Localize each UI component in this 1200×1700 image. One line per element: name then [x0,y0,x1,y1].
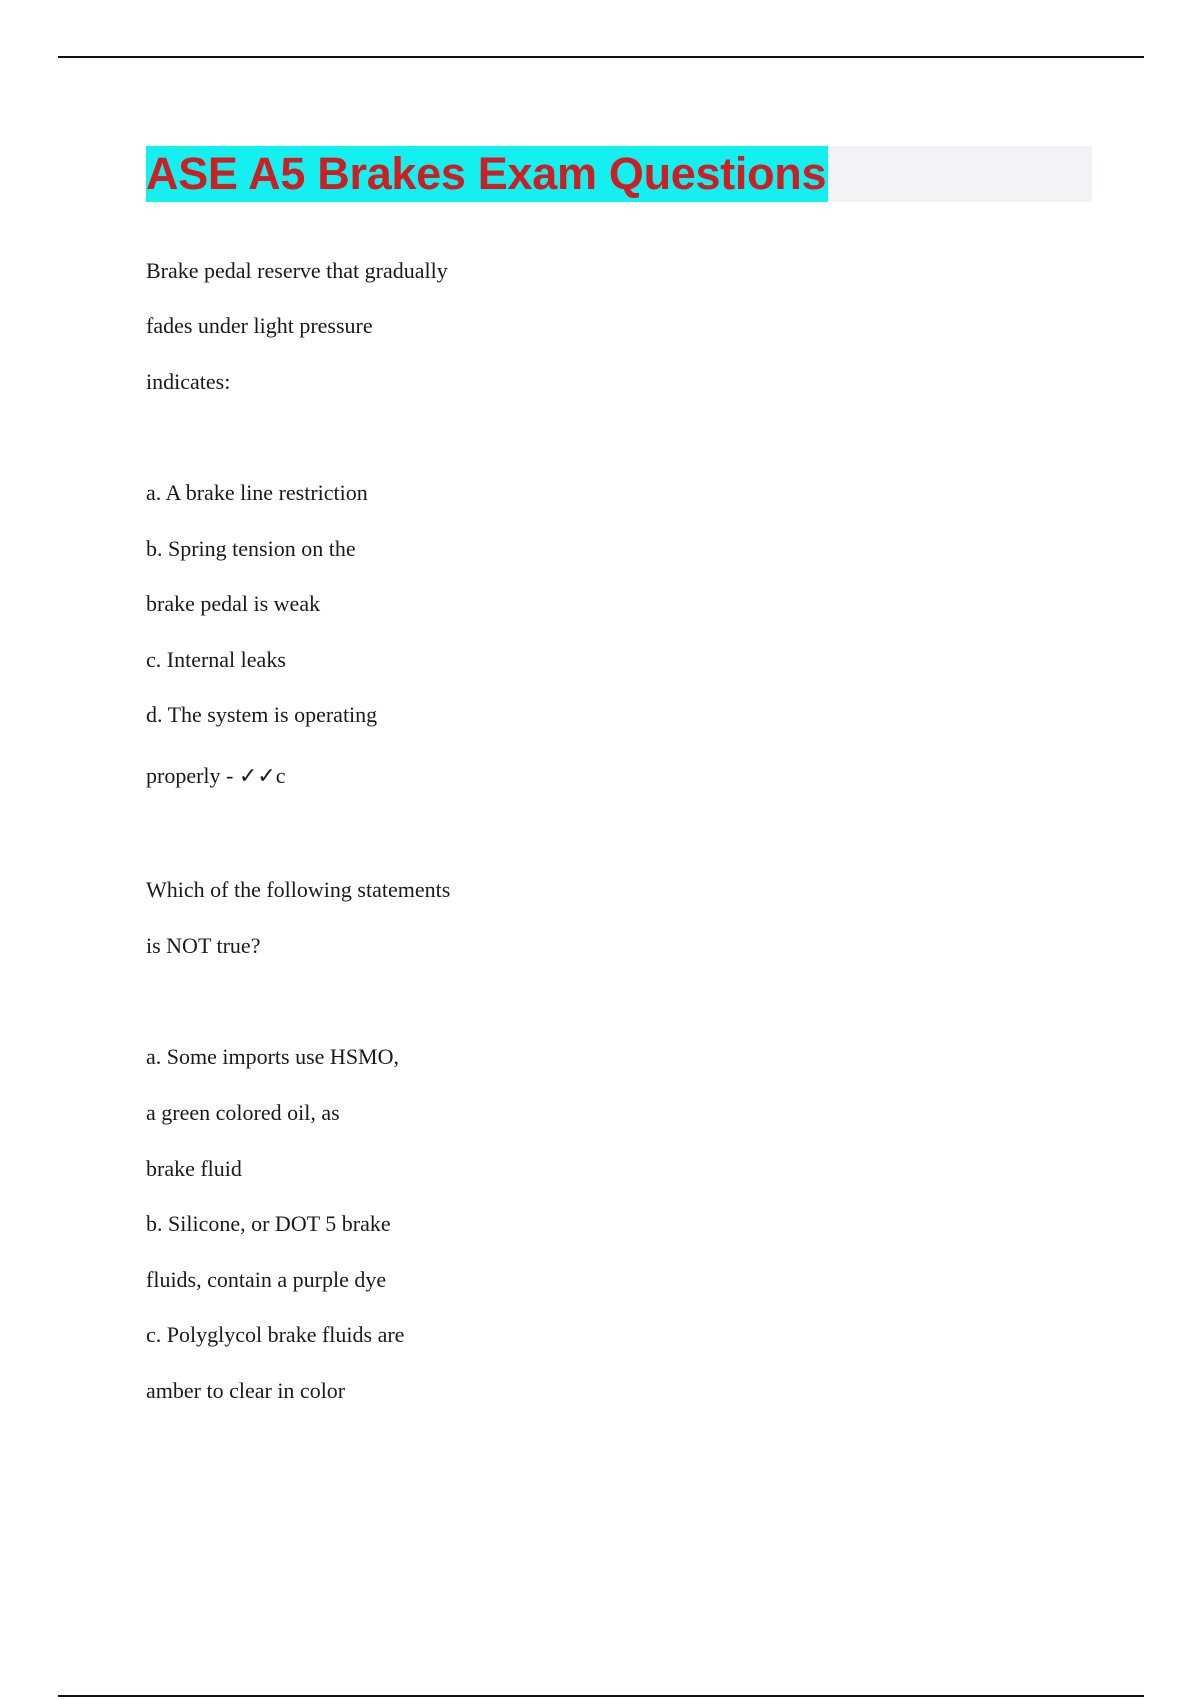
question-2-option-a-line-3: brake fluid [146,1156,242,1181]
document-title: ASE A5 Brakes Exam Questions [146,146,828,202]
question-2-option-b-line-1: b. Silicone, or DOT 5 brake [146,1211,391,1236]
check-mark-icon: ✓✓ [238,764,276,789]
header-rule [58,56,1144,58]
question-1-option-b-line-2: brake pedal is weak [146,591,321,616]
question-1-option-a: a. A brake line restriction [146,480,368,505]
question-1-option-c: c. Internal leaks [146,647,286,672]
question-2-option-a-line-1: a. Some imports use HSMO, [146,1044,399,1069]
answer-letter: c [275,763,286,788]
answer-prefix: properly - [146,763,239,788]
question-1-line-1: Brake pedal reserve that gradually [146,258,448,283]
question-2-option-c-line-1: c. Polyglycol brake fluids are [146,1322,405,1347]
question-2-option-c-line-2: amber to clear in color [146,1378,346,1403]
question-2-option-a-line-2: a green colored oil, as [146,1100,340,1125]
footer-rule [58,1695,1144,1697]
question-2-line-1: Which of the following statements [146,877,451,902]
question-2-option-b-line-2: fluids, contain a purple dye [146,1267,387,1292]
question-1-line-3: indicates: [146,369,231,394]
question-1-line-2: fades under light pressure [146,313,373,338]
question-2-line-2: is NOT true? [146,933,261,958]
question-1-option-b-line-1: b. Spring tension on the [146,536,356,561]
question-1-option-d: d. The system is operating [146,702,378,727]
question-1-answer-line [146,763,286,790]
